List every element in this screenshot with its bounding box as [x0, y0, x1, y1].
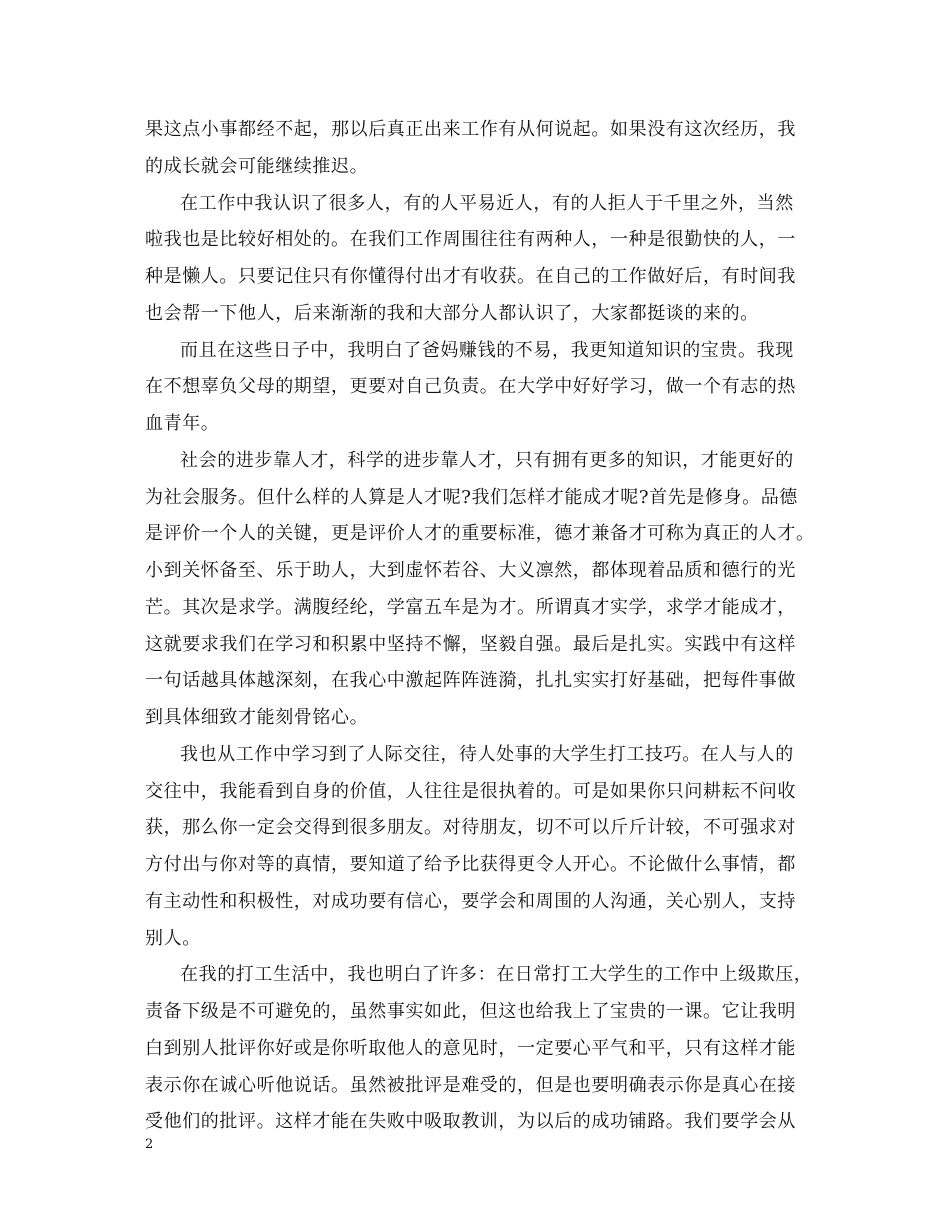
text-line: 别人。 [145, 928, 201, 949]
text-line: 的成长就会可能继续推迟。 [145, 156, 369, 177]
text-line: 责备下级是不可避免的，虽然事实如此，但这也给我上了宝贵的一课。它让我明 [145, 1001, 796, 1022]
text-line: 血青年。 [145, 413, 220, 434]
text-line: 我也从工作中学习到了人际交往，待人处事的大学生打工技巧。在人与人的 [180, 744, 794, 765]
text-line: 在不想辜负父母的期望，更要对自己负责。在大学中好好学习，做一个有志的热 [145, 376, 796, 397]
text-line: 在工作中我认识了很多人，有的人平易近人，有的人拒人于千里之外，当然 [180, 193, 794, 214]
text-line: 也会帮一下他人，后来渐渐的我和大部分人都认识了，大家都挺谈的来的。 [145, 303, 759, 324]
text-line: 芒。其次是求学。满腹经纶，学富五车是为才。所谓真才实学，求学才能成才， [145, 597, 796, 618]
text-line: 一句话越具体越深刻，在我心中激起阵阵涟漪，扎扎实实打好基础，把每件事做 [145, 670, 796, 691]
text-line: 方付出与你对等的真情，要知道了给予比获得更令人开心。不论做什么事情，都 [145, 854, 796, 875]
text-line: 获，那么你一定会交得到很多朋友。对待朋友，切不可以斤斤计较，不可强求对 [145, 817, 796, 838]
text-line: 表示你在诚心听他说话。虽然被批评是难受的，但是也要明确表示你是真心在接 [145, 1075, 796, 1096]
text-line: 白到别人批评你好或是你听取他人的意见时，一定要心平气和平，只有这样才能 [145, 1038, 796, 1059]
text-line: 这就要求我们在学习和积累中坚持不懈，坚毅自强。最后是扎实。实践中有这样 [145, 634, 796, 655]
text-line: 果这点小事都经不起，那以后真正出来工作有从何说起。如果没有这次经历，我 [145, 119, 796, 140]
text-line: 种是懒人。只要记住只有你懂得付出才有收获。在自己的工作做好后，有时间我 [145, 266, 796, 287]
text-line: 社会的进步靠人才，科学的进步靠人才，只有拥有更多的知识，才能更好的 [180, 450, 794, 471]
text-line: 交往中，我能看到自身的价值，人往往是很执着的。可是如果你只问耕耘不问收 [145, 781, 796, 802]
text-line: 到具体细致才能刻骨铭心。 [145, 707, 369, 728]
text-line: 而且在这些日子中，我明白了爸妈赚钱的不易，我更知道知识的宝贵。我现 [180, 340, 794, 361]
text-line: 在我的打工生活中，我也明白了许多：在日常打工大学生的工作中上级欺压， [180, 964, 813, 985]
text-line: 受他们的批评。这样才能在失败中吸取教训，为以后的成功铺路。我们要学会从 [145, 1111, 796, 1132]
text-line: 是评价一个人的关键，更是评价人才的重要标准，德才兼备才可称为真正的人才。 [145, 523, 815, 544]
text-line: 小到关怀备至、乐于助人，大到虚怀若谷、大义凛然，都体现着品质和德行的光 [145, 560, 796, 581]
text-line: 有主动性和积极性，对成功要有信心，要学会和周围的人沟通，关心别人，支持 [145, 891, 796, 912]
text-line: 啦我也是比较好相处的。在我们工作周围往往有两种人，一种是很勤快的人，一 [145, 229, 796, 250]
text-line: 为社会服务。但什么样的人算是人才呢?我们怎样才能成才呢?首先是修身。品德 [145, 487, 798, 508]
page-number: 2 [145, 1137, 154, 1152]
